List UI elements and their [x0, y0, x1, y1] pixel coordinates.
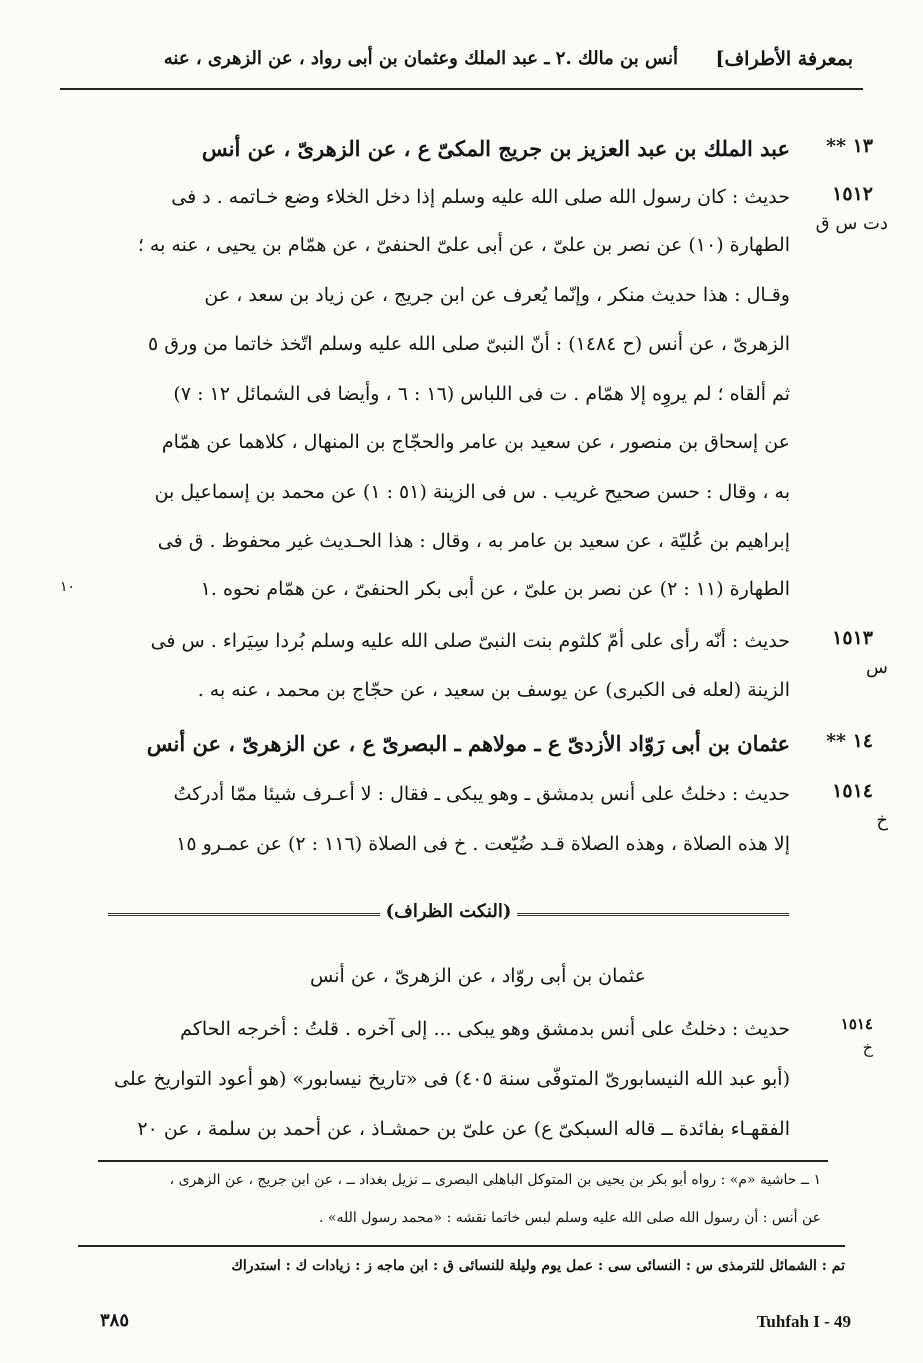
- narrator-chain-heading: عثمان بن أبى رَوّاد الأزدىّ ع ـ مولاهم ـ البصرىّ ع ، عن الزهرىّ ، عن أنس: [146, 731, 790, 756]
- print-signature: Tuhfah I - 49: [756, 1312, 851, 1331]
- entry-siglum: دت س ق: [815, 213, 888, 234]
- entry-number: ١٣ **: [826, 135, 873, 157]
- entry-number: ١٥١٣: [832, 627, 873, 649]
- entry-siglum: س: [866, 657, 888, 678]
- footnote-line-1: ١ ــ حاشية «م» : رواه أبو بكر بن يحيى بن المتوكل الباهلى البصرى ــ نزيل بغداد ــ ، عن ابن جريج ، عن الزهرى ،: [169, 1172, 821, 1188]
- footnote-rule: [98, 1160, 828, 1162]
- text-line: إبراهيم بن عُليّة ، عن سعيد بن عامر به ، وقال : هذا الحـديث غير محفوظ . ق فى: [157, 530, 790, 552]
- entry-number: ١٤ **: [826, 730, 873, 752]
- nukat-divider: [108, 901, 789, 922]
- entry-number: ١٥١٢: [832, 183, 873, 205]
- header-book-title: بمعرفة الأطراف]: [715, 48, 853, 70]
- text-line: إلا هذه الصلاة ، وهذه الصلاة قـد ضُيّعت . خ فى الصلاة (١١٦ : ٢) عن عمـرو ١٥: [176, 833, 790, 855]
- header-section-title: أنس بن مالك .٢ ـ عبد الملك وعثمان بن أبى رواد ، عن الزهرى ، عنه: [163, 48, 678, 69]
- narrator-chain-heading: عبد الملك بن عبد العزيز بن جريج المكىّ ع ، عن الزهرىّ ، عن أنس: [201, 136, 790, 161]
- text-line: ثم ألقاه ؛ لم يروِه إلا همّام . ت فى اللباس (١٦ : ٦ ، وأيضا فى الشمائل ١٢ : ٧): [173, 383, 790, 405]
- nukat-line: (أبو عبد الله النيسابورىّ المتوفّى سنة ٤٠٥) فى «تاريخ نيسابور» (هو أعود التواريخ على: [114, 1068, 790, 1090]
- page-number: ٣٨٥: [100, 1310, 130, 1331]
- text-line: عن إسحاق بن منصور ، عن سعيد بن عامر والحجّاج بن المنهال ، كلاهما عن همّام: [161, 431, 790, 453]
- abbreviation-key: تم : الشمائل للترمذى س : النسائى سى : عمل يوم وليلة للنسائى ق : ابن ماجه ز : زيادات ك : استدراك: [231, 1258, 845, 1274]
- entry-number: ١٥١٤: [832, 780, 873, 802]
- text-line: حديث : كان رسول الله صلى الله عليه وسلم إذا دخل الخلاء وضع خـاتمه . د فى: [171, 186, 790, 208]
- text-line: الزينة (لعله فى الكبرى) عن يوسف بن سعيد ، عن حجّاج بن محمد ، عنه به .: [197, 679, 790, 701]
- header-rule: [60, 88, 863, 90]
- nukat-number: ١٥١٤: [840, 1015, 873, 1033]
- nukat-line: الفقهـاء بفائدة ــ قاله السبكىّ ع) عن علىّ بن حمشـاذ ، عن أحمد بن سلمة ، عن ٢٠: [137, 1118, 790, 1140]
- footnote-line-2: عن أنس : أن رسول الله صلى الله عليه وسلم لبس خاتما نقشه : «محمد رسول الله» .: [319, 1210, 821, 1226]
- nukat-heading: عثمان بن أبى روّاد ، عن الزهرىّ ، عن أنس: [310, 965, 646, 987]
- entry-siglum: خ: [876, 810, 888, 831]
- text-line: حديث : دخلتُ على أنس بدمشق ـ وهو يبكى ـ فقال : لا أعـرف شيئا ممّا أدركتُ: [173, 783, 790, 805]
- text-line: الطهارة (١١ : ٢) عن نصر بن علىّ ، عن أبى بكر الحنفىّ ، عن همّام نحوه .١: [200, 578, 790, 600]
- text-line: الزهرىّ ، عن أنس (ح ١٤٨٤) : أنّ النبىّ صلى الله عليه وسلم اتّخذ خاتما من ورق ٥: [148, 333, 790, 355]
- divider-title: (النكت الظراف): [380, 901, 518, 922]
- line-margin-number: ١٠: [60, 579, 76, 595]
- nukat-line: حديث : دخلتُ على أنس بدمشق وهو يبكى ... إلى آخره . قلتُ : أخرجه الحاكم: [180, 1018, 790, 1040]
- text-line: الطهارة (١٠) عن نصر بن علىّ ، عن أبى علىّ الحنفىّ ، عن همّام بن يحيى ، عنه به ؛: [137, 234, 790, 256]
- text-line: حديث : أنّه رأى على أمّ كلثوم بنت النبىّ صلى الله عليه وسلم بُردا سِيَراء . س فى: [150, 630, 790, 652]
- bottom-rule: [78, 1245, 845, 1247]
- text-line: به ، وقال : حسن صحيح غريب . س فى الزينة (٥١ : ١) عن محمد بن إسماعيل بن: [154, 481, 790, 503]
- nukat-siglum: خ: [862, 1038, 873, 1057]
- text-line: وقـال : هذا حديث منكر ، وإنّما يُعرف عن ابن جريج ، عن زياد بن سعد ، عن: [204, 284, 790, 306]
